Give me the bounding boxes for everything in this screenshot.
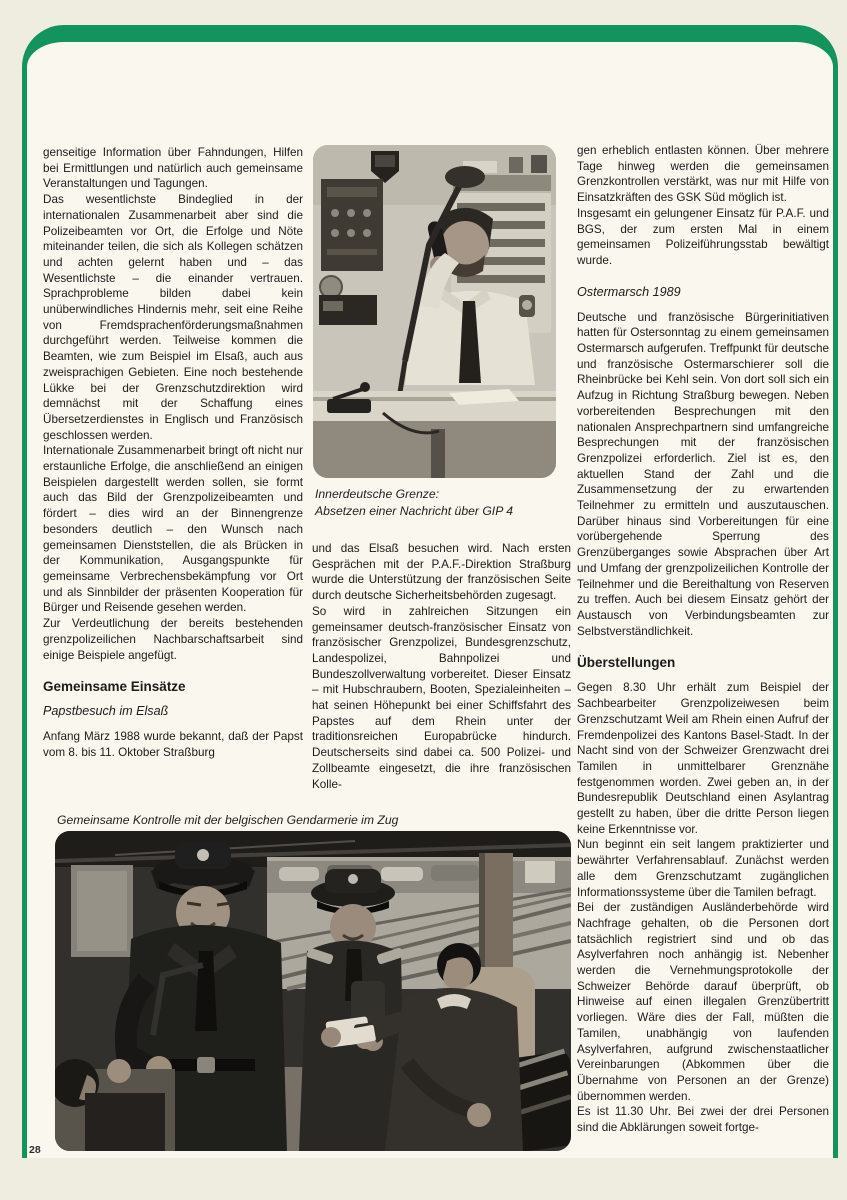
column-middle: [312, 541, 571, 813]
paragraph: gen erheblich entlasten können. Über mehrere Tage hinweg werden die gemeinsamen Grenzkontrollen verstärkt, was nur mit Hilfe von Einsatzkräften des GSK Süd möglich ist.: [577, 144, 829, 205]
section-heading-ueberstellungen: Überstellungen: [577, 655, 676, 671]
paragraph: Nun beginnt ein seit langem praktizierter und bewährter Verfahrensablauf. Zunächst werden alle dem Grenzschutzamt zugänglichen Informationssysteme über die Tamilen befragt.: [577, 838, 829, 899]
photo2-caption: Gemeinsame Kontrolle mit der belgischen Gendarmerie im Zug: [57, 813, 399, 827]
paragraph: Es ist 11.30 Uhr. Bei zwei der drei Personen sind die Abklärungen soweit fortge-: [577, 1105, 829, 1135]
paragraph: Internationale Zusammenarbeit bringt oft nicht nur erstaunliche Erfolge, die anschließend an einigen Beispielen dargestellt werden sollen, sie formt auch das Bild der Grenzpolizeibeamten und fördert – dies wird an der Binnengrenze besonders deutlich – den Wunsch nach gemeinsamen Dienststellen, die als Brücken in der Kommunikation, Ausgangspunkte für gemeinsame Verbrechensbekämpfung vor Ort und als Sinnbilder der präsenten Kooperation für Bürger und Reisende gesehen werden.: [43, 444, 303, 615]
paragraph: genseitige Information über Fahndungen, Hilfen bei Ermittlungen und natürlich auch gemeinsame Veranstaltungen und Tagungen.: [43, 146, 303, 191]
photo-train-illustration: [55, 831, 571, 1151]
photo-officer-illustration: [313, 145, 556, 478]
paragraph: Anfang März 1988 wurde bekannt, daß der Papst vom 8. bis 11. Oktober Straßburg: [43, 730, 303, 759]
subheading-ostermarsch: Ostermarsch 1989: [577, 284, 681, 299]
column-right: [577, 143, 829, 1169]
paragraph: Deutsche und französische Bürgerinitiativen hatten für Ostersonntag zu einem gemeinsamen Ostermarsch aufgerufen. Treffpunkt für deutsche und französische Ostermarschierer soll die Rheinbrücke bei Kehl sein. Von dort soll sich ein Aufzug in Richtung Straßburg bewegen. Neben vorbereitenden Besprechungen mit den nationalen Ansprechpartnern sind umfangreiche Besprechungen mit der französischen Grenzpolizei erforderlich. Ziel ist es, den aktuellen Stand der Zahl und die Zusammensetzung der zu erwartenden Teilnehmer zu ermitteln und auszutauschen. Darüber hinaus sind Vorbereitungen für eine vorübergehende Sperrung des Grenzüberganges sowie Absprachen über Art und Umfang der grenzpolizeilichen Kontrolle der Teilnehmer und die Bereithaltung von Reserven zu treffen. Auch bei diesem Einsatz gehört der Austausch von Verbindungsbeamten zur Selbstverständlichkeit.: [577, 310, 829, 638]
photo1-caption-line2: Absetzen einer Nachricht über GIP 4: [315, 503, 514, 518]
page-number: 28: [29, 1144, 41, 1156]
paragraph: und das Elsaß besuchen wird. Nach ersten Gesprächen mit der P.A.F.-Direktion Straßburg wurde die Unterstützung der französischen Seite durch deutsche Sicherheitsbehörden zugesagt.: [312, 542, 571, 603]
paragraph: Zur Verdeutlichung der bereits bestehenden grenzpolizeilichen Nachbarschaftsarbeit sind einige Beispiele angefügt.: [43, 617, 303, 662]
photo-border-officer-on-phone: [313, 145, 556, 478]
paragraph: Gegen 8.30 Uhr erhält zum Beispiel der Sachbearbeiter Grenzpolizeiwesen beim Grenzschutzamt Weil am Rhein einen Aufruf der Fremdenpolizei des Kantons Basel-Stadt. In der Nacht sind von der Schweizer Grenzwacht drei Tamilen in unmittelbarer Grenznähe festgenommen worden. Zwei geben an, in der Bundesrepublik Deutschland einen Asylantrag gestellt zu haben, über die dritte Person liegen keine Erkenntnisse vor.: [577, 681, 829, 836]
photo-train-control: [55, 831, 571, 1151]
photo1-caption-line1: Innerdeutsche Grenze:: [315, 487, 439, 501]
paragraph: Das wesentlichste Bindeglied in der internationalen Zusammenarbeit aber sind die Polizeibeamten vor Ort, die Erfolge und Nöte miteinander teilen, die sich als Kollegen schätzen und achten gelernt haben und – das Wesentlichste – die einander vertrauen. Sprachprobleme bilden dabei kein unüberwindliches Hindernis mehr, seit eine Reihe von Fremdsprachenförderungsmaßnahmen durchgeführt werden. Teilweise kommen die Beamten, wie zum Beispiel im Elsaß, auch aus zweisprachigen Gebieten. Eine noch bestehende Lükke bei der Grenzschutzdirektion wird demnächst mit der Schaffung eines Übersetzerdienstes in Englisch und Französisch geschlossen werden.: [43, 193, 303, 442]
column-left: [43, 145, 303, 821]
paragraph: So wird in zahlreichen Sitzungen ein gemeinsamer deutsch-französischer Einsatz von französischer Grenzpolizei, Bundesgrenzschutz, Landespolizei, Bahnpolizei und Bundeszollverwaltung vorbereitet. Dieser Einsatz – mit Hubschraubern, Booten, Spezialeinheiten – hat seinen Höhepunkt bei einer Schiffsfahrt des Papstes auf dem Rhein unter der traditionsreichen Europabrücke hindurch. Deutscherseits sind dabei ca. 500 Polizei- und Zollbeamte eingesetzt, die ihre französischen Kolle-: [312, 604, 571, 791]
paragraph: Insgesamt ein gelungener Einsatz für P.A.F. und BGS, der zum ersten Mal in einem gemeinsamen Polizeiführungsstab bewältigt wurde.: [577, 206, 829, 267]
subheading-papstbesuch: Papstbesuch im Elsaß: [43, 704, 169, 719]
paragraph: Bei der zuständigen Ausländerbehörde wird Nachfrage gehalten, ob die Personen dort tatsächlich registriert sind und ob das Asylverfahren noch anhängig ist. Nebenher werden die Vernehmungsprotokolle der Schweizer Behörde darauf überprüft, ob Hinweise auf einen illegalen Grenzübertritt vorliegen. Wäre dies der Fall, müßten die Tamilen, unabhängig von laufenden Asylverfahren, aufgrund zwischenstaatlicher Vereinbarungen (Abkommen über die Übernahme von Personen an der Grenze) übernommen werden.: [577, 901, 829, 1103]
photo1-caption: [315, 486, 565, 519]
section-heading-gemeinsame-einsaetze: Gemeinsame Einsätze: [43, 679, 186, 695]
